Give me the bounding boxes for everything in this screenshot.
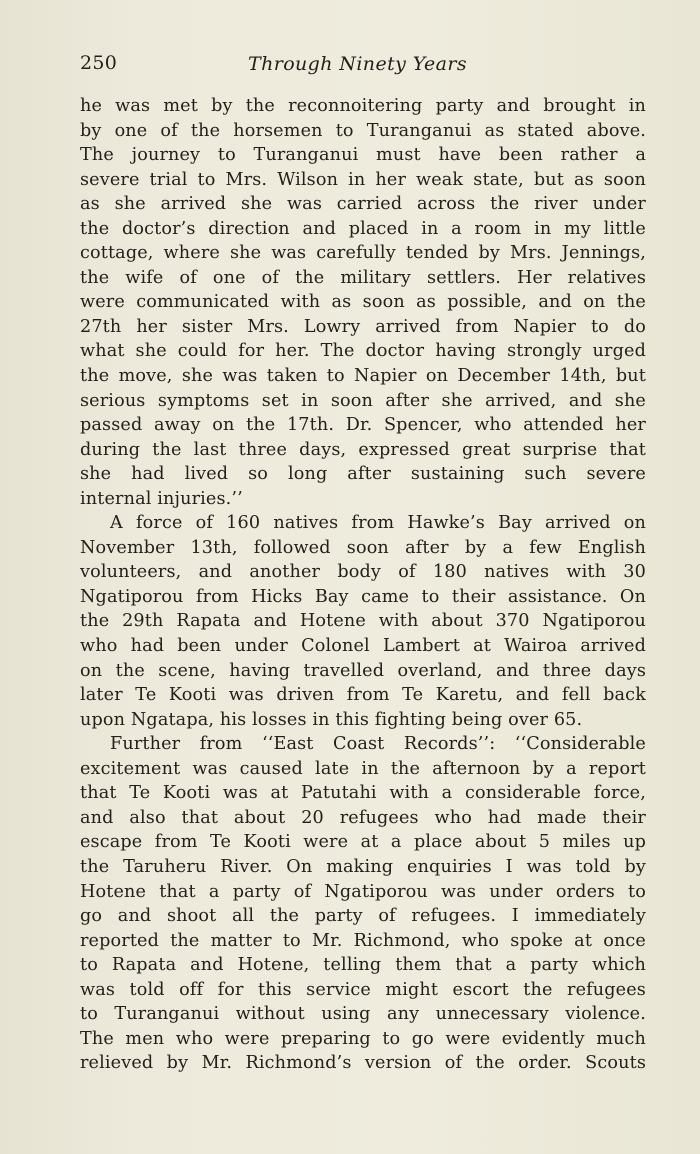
text-line: by one of the horsemen to Turanganui as stated above. [80,120,646,141]
text-line: the Taruheru River. On making enquiries I was told by [80,856,646,877]
text-line: the doctor’s direction and placed in a room in my little [80,218,646,239]
paragraph-2 [80,511,646,732]
text-line: A force of 160 natives from Hawke’s Bay arrived on [110,513,646,534]
page-header [80,52,646,80]
text-line: that Te Kooti was at Patutahi with a considerable force, [80,783,646,804]
text-line: internal injuries.’’ [80,488,243,509]
paragraph-1 [80,94,646,511]
text-line: escape from Te Kooti were at a place about 5 miles up [80,832,646,853]
text-line: the move, she was taken to Napier on December 14th, but [80,366,646,387]
text-line: volunteers, and another body of 180 natives with 30 [80,562,646,583]
text-line: The men who were preparing to go were evidently much [80,1028,646,1049]
text-line: were communicated with as soon as possible, and on the [80,292,646,313]
text-line: during the last three days, expressed great surprise that [80,439,646,460]
text-line: she had lived so long after sustaining such severe [80,464,646,485]
text-line: to Turanganui without using any unnecessary violence. [80,1004,646,1025]
text-line: relieved by Mr. Richmond’s version of the order. Scouts [80,1053,646,1074]
text-line: the 29th Rapata and Hotene with about 370 Ngatiporou [80,611,646,632]
text-line: later Te Kooti was driven from Te Karetu, and fell back [80,685,646,706]
text-line: Hotene that a party of Ngatiporou was under orders to [80,881,646,902]
text-line: to Rapata and Hotene, telling them that a party which [80,955,646,976]
text-line: was told off for this service might escort the refugees [80,979,646,1000]
text-line: The journey to Turanganui must have been rather a [80,145,646,166]
text-line: November 13th, followed soon after by a few English [80,537,646,558]
text-line: go and shoot all the party of refugees. I immediately [80,906,646,927]
text-line: the wife of one of the military settlers. Her relatives [80,267,646,288]
text-line: severe trial to Mrs. Wilson in her weak state, but as soon [80,169,646,190]
text-line: serious symptoms set in soon after she arrived, and she [80,390,646,411]
text-line: upon Ngatapa, his losses in this fighting being over 65. [80,709,583,730]
text-line: Ngatiporou from Hicks Bay came to their assistance. On [80,586,646,607]
running-title: Through Ninety Years [248,53,467,75]
paragraph-3 [80,732,646,1076]
text-line: he was met by the reconnoitering party and brought in [80,96,646,116]
text-line: who had been under Colonel Lambert at Wairoa arrived [80,636,646,657]
text-line: what she could for her. The doctor having strongly urged [80,341,646,362]
text-line: cottage, where she was carefully tended by Mrs. Jennings, [80,243,646,264]
text-line: Further from ‘‘East Coast Records’’: ‘‘Considerable [110,734,646,755]
text-line: reported the matter to Mr. Richmond, who spoke at once [80,930,646,951]
text-line: and also that about 20 refugees who had made their [80,807,646,828]
text-line: on the scene, having travelled overland, and three days [80,660,646,681]
text-line: as she arrived she was carried across the river under [80,194,646,215]
text-line: passed away on the 17th. Dr. Spencer, who attended her [80,415,646,436]
text-line: excitement was caused late in the afternoon by a report [80,758,646,779]
page-number: 250 [80,52,118,74]
text-line: 27th her sister Mrs. Lowry arrived from Napier to do [80,316,646,337]
body-text [80,94,646,1076]
